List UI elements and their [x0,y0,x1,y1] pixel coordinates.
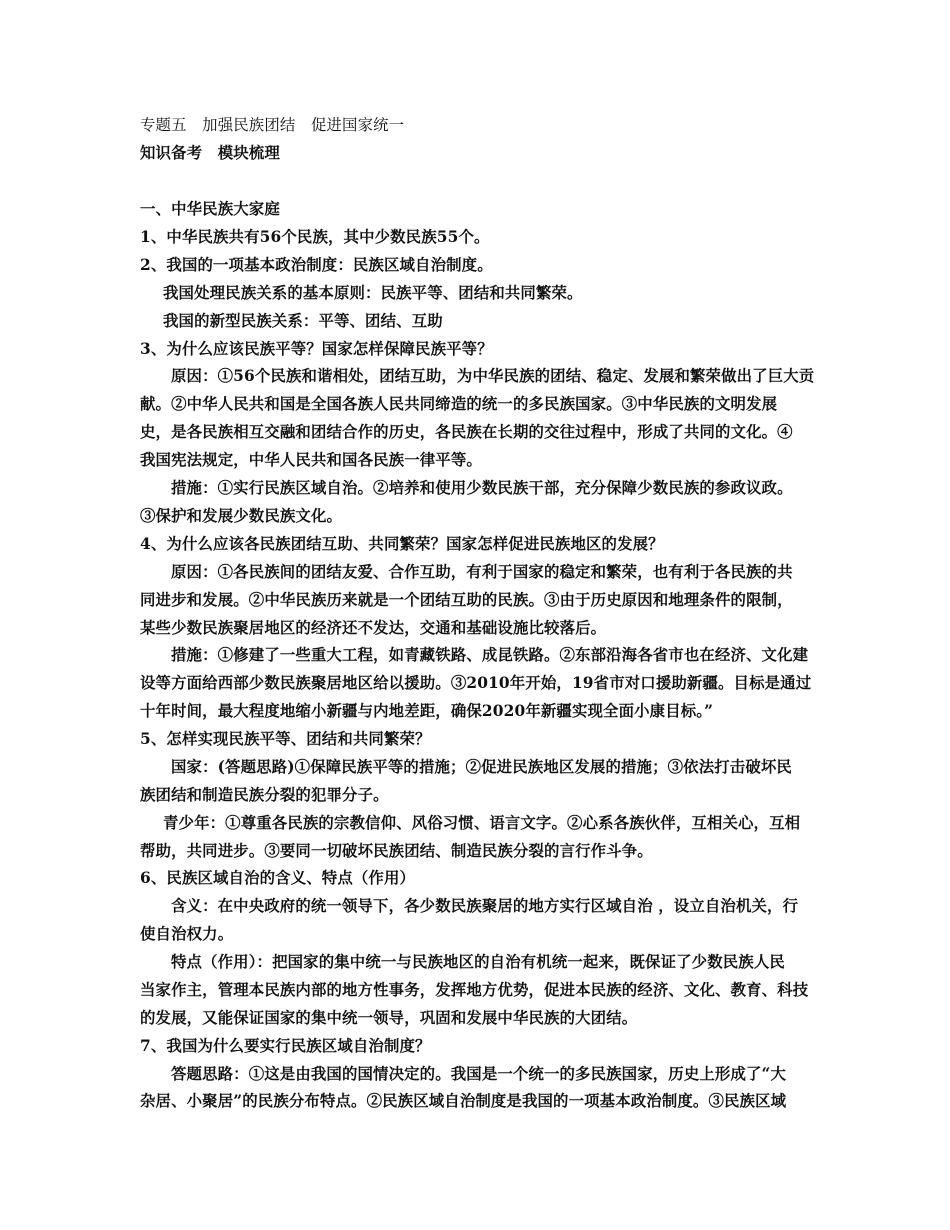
text-line: 国家：(答题思路)①保障民族平等的措施；②促进民族地区发展的措施；③依法打击破坏民 [171,758,792,776]
text-line: 族团结和制造民族分裂的犯罪分子。 [140,786,389,804]
document-subtitle: 知识备考 模块梳理 [140,144,280,162]
text-line: 措施：①实行民族区域自治。②培养和使用少数民族干部，充分保障少数民族的参政议政。 [171,479,793,497]
text-line: 含义：在中央政府的统一领导下，各少数民族聚居的地方实行区域自治 ，设立自治机关，行 [171,897,799,915]
text-line: 措施：①修建了一些重大工程，如青藏铁路、成昆铁路。②东部沿海各省市也在经济、文化建 [171,646,809,664]
text-line: 的发展，又能保证国家的集中统一领导，巩固和发展中华民族的大团结。 [140,1009,638,1027]
text-line: 某些少数民族聚居地区的经济还不发达，交通和基础设施比较落后。 [140,619,607,637]
question-heading: 5、怎样实现民族平等、团结和共同繁荣？ [140,730,431,748]
text-line: 原因：①56个民族和谐相处，团结互助，为中华民族的团结、稳定、发展和繁荣做出了巨大贡 [171,367,815,385]
text-line: 我国处理民族关系的基本原则：民族平等、团结和共同繁荣。 [163,284,583,302]
text-line: 杂居、小聚居”的民族分布特点。②民族区域自治制度是我国的一项基本政治制度。③民族区域 [140,1092,787,1110]
question-heading: 4、为什么应该各民族团结互助、共同繁荣？国家怎样促进民族地区的发展？ [140,535,664,553]
question-heading: 3、为什么应该民族平等？国家怎样保障民族平等？ [140,340,493,358]
document-title: 专题五 加强民族团结 促进国家统一 [140,116,405,134]
section-heading: 一、中华民族大家庭 [140,200,280,218]
text-line: 原因：①各民族间的团结友爱、合作互助，有利于国家的稳定和繁荣，也有利于各民族的共 [171,563,793,581]
text-line: 特点（作用）：把国家的集中统一与民族地区的自治有机统一起来，既保证了少数民族人民 [171,953,785,971]
text-line: 设等方面给西部少数民族聚居地区给以援助。③2010年开始，19省市对口援助新疆。目标是通过 [140,674,812,692]
text-line: 我国宪法规定，中华人民共和国各民族一律平等。 [140,451,482,469]
text-line: 答题思路：①这是由我国的国情决定的。我国是一个统一的多民族国家，历史上形成了“大 [171,1065,787,1083]
question-heading: 7、我国为什么要实行民族区域自治制度？ [140,1037,431,1055]
text-line: 当家作主，管理本民族内部的地方性事务，发挥地方优势，促进本民族的经济、文化、教育、科技 [140,981,809,999]
text-line: 2、我国的一项基本政治制度：民族区域自治制度。 [140,256,493,274]
text-line: 使自治权力。 [140,925,234,943]
text-line: 史，是各民族相互交融和团结合作的历史，各民族在长期的交往过程中，形成了共同的文化。④ [140,423,793,441]
text-line: ③保护和发展少数民族文化。 [140,507,343,525]
text-line: 我国的新型民族关系：平等、团结、互助 [163,312,443,330]
question-heading: 6、民族区域自治的含义、特点（作用） [140,869,416,887]
text-line: 同进步和发展。②中华民族历来就是一个团结互助的民族。③由于历史原因和地理条件的限制， [140,591,793,609]
text-line: 青少年：①尊重各民族的宗教信仰、风俗习惯、语言文字。②心系各族伙伴，互相关心，互相 [163,814,801,832]
text-line: 1、中华民族共有56个民族，其中少数民族55个。 [140,228,490,246]
text-line: 帮助，共同进步。③要同一切破坏民族团结、制造民族分裂的言行作斗争。 [140,842,653,860]
text-line: 献。②中华人民共和国是全国各族人民共同缔造的统一的多民族国家。③中华民族的文明发展 [140,395,778,413]
text-line: 十年时间，最大程度地缩小新疆与内地差距，确保2020年新疆实现全面小康目标。” [140,702,714,720]
